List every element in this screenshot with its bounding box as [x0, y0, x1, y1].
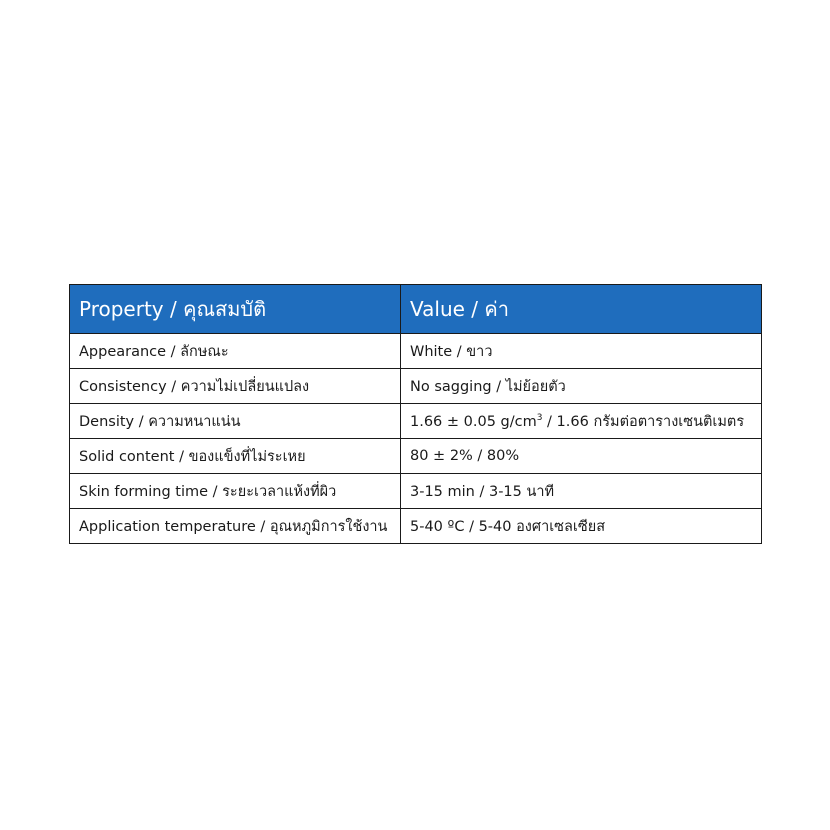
value-suffix: / 1.66 กรัมต่อตารางเซนติเมตร — [542, 413, 745, 430]
header-property: Property / คุณสมบัติ — [70, 285, 401, 334]
property-cell: Skin forming time / ระยะเวลาแห้งที่ผิว — [70, 474, 401, 509]
value-cell: White / ขาว — [401, 334, 762, 369]
table-row — [70, 369, 762, 404]
value-prefix: 1.66 ± 0.05 g/cm — [410, 413, 537, 430]
header-value: Value / ค่า — [401, 285, 762, 334]
value-cell: No sagging / ไม่ย้อยตัว — [401, 369, 762, 404]
property-cell: Consistency / ความไม่เปลี่ยนแปลง — [70, 369, 401, 404]
value-cell — [401, 404, 762, 439]
property-cell: Application temperature / อุณหภูมิการใช้งาน — [70, 509, 401, 544]
table-row — [70, 334, 762, 369]
value-cell: 5-40 ºC / 5-40 องศาเซลเซียส — [401, 509, 762, 544]
properties-table — [69, 284, 762, 544]
value-superscript: 3 — [536, 412, 543, 423]
property-cell: Appearance / ลักษณะ — [70, 334, 401, 369]
table-header-row — [70, 285, 762, 334]
table-row — [70, 474, 762, 509]
value-cell: 80 ± 2% / 80% — [401, 439, 762, 474]
table-row — [70, 439, 762, 474]
property-cell: Density / ความหนาแน่น — [70, 404, 401, 439]
table-row — [70, 404, 762, 439]
property-cell: Solid content / ของแข็งที่ไม่ระเหย — [70, 439, 401, 474]
table-row — [70, 509, 762, 544]
value-cell: 3-15 min / 3-15 นาที — [401, 474, 762, 509]
